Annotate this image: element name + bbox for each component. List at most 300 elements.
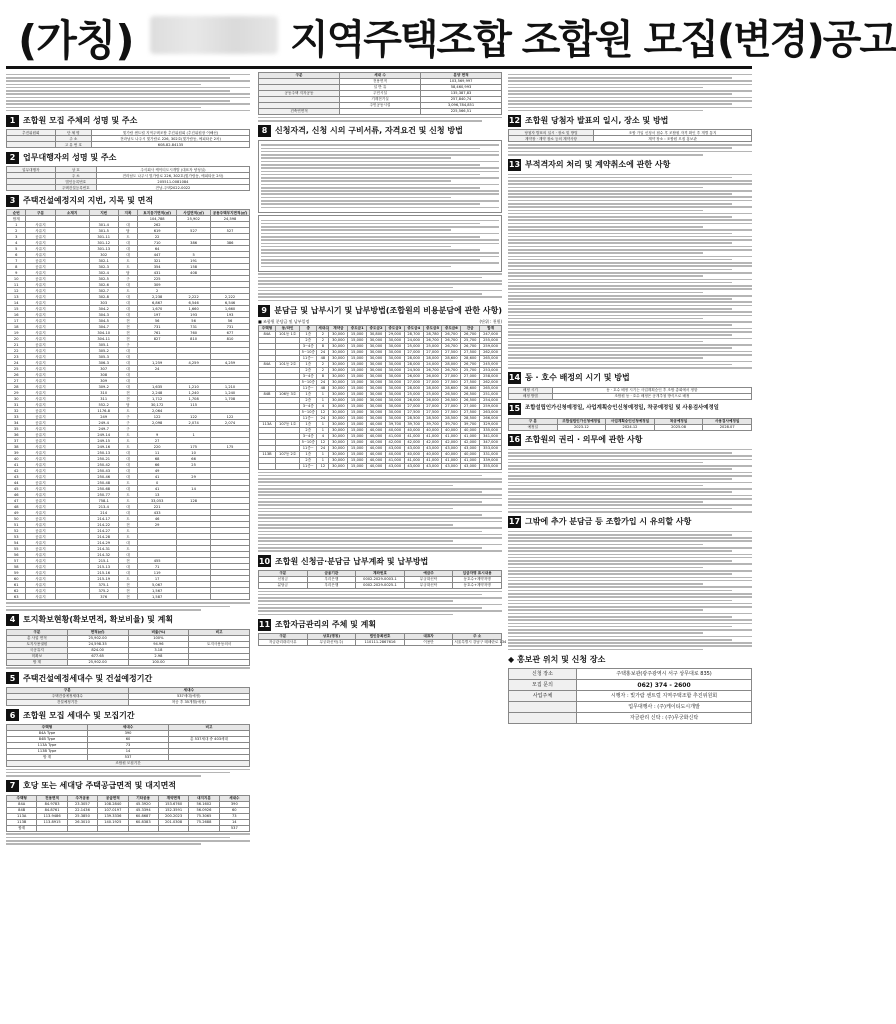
s3-cell: 구 bbox=[118, 276, 137, 282]
s9-cell: 27,000 bbox=[423, 349, 442, 355]
s3-cell: 250-46 bbox=[89, 474, 118, 480]
s1-key: 단 체 명 bbox=[55, 130, 91, 136]
s5-column-header: 세대수 bbox=[128, 687, 250, 693]
s3-cell: 63 bbox=[7, 594, 26, 600]
s3-cell: 66 bbox=[177, 456, 211, 462]
s3-cell: 45 bbox=[7, 486, 26, 492]
s3-cell: 대 bbox=[118, 384, 137, 390]
s18-value: 시행자 : 빛가람 센트럴 지역주택조합 추진위원회 bbox=[577, 691, 752, 702]
s9-cell: 30,000 bbox=[329, 445, 348, 451]
s9-cell: 42,000 bbox=[404, 439, 423, 445]
s3-cell: 사유지 bbox=[26, 390, 55, 396]
s3-cell: 68 bbox=[138, 456, 177, 462]
s3-cell: 4 bbox=[7, 240, 26, 246]
s6-cell: 73 bbox=[88, 742, 169, 748]
s9-cell: 30,000 bbox=[329, 331, 348, 337]
s3-cell: 827 bbox=[138, 336, 177, 342]
s3-cell: 386 bbox=[177, 240, 211, 246]
s3-cell: 250-48 bbox=[89, 480, 118, 486]
s9-cell: 43,000 bbox=[461, 463, 480, 469]
s3-cell: 답 bbox=[118, 402, 137, 408]
s10-column-header: 금융기관 bbox=[307, 570, 356, 576]
s3-cell: 1,635 bbox=[138, 384, 177, 390]
s3-cell: 전 bbox=[118, 588, 137, 594]
s9-column-header: 주택형 bbox=[259, 325, 276, 331]
s3-cell: 66 bbox=[138, 462, 177, 468]
s2-value: 주식회사 케이티도시개발 (대표자 양성실) bbox=[96, 167, 249, 173]
s3-cell: 1,210 bbox=[211, 384, 250, 390]
s9-cell: 26,500 bbox=[442, 397, 461, 403]
s9-cell: 43,000 bbox=[442, 445, 461, 451]
s3-cell: 14 bbox=[7, 300, 26, 306]
section-7-header: 7 호당 또는 세대당 주택공급면적 및 대지면적 bbox=[6, 780, 250, 793]
s3-cell: 304-11 bbox=[89, 336, 118, 342]
s4-cell: 합 계 bbox=[7, 659, 68, 665]
s3-cell: 302-1 bbox=[89, 258, 118, 264]
s3-total-cell: 합계 bbox=[7, 216, 26, 222]
s9-cell: 40,000 bbox=[423, 427, 442, 433]
s3-cell: 193 bbox=[177, 312, 211, 318]
s9-cell: 27,500 bbox=[442, 349, 461, 355]
s9-cell: 24,000 bbox=[423, 361, 442, 367]
section-5-header: 5 주택건설예정세대수 및 건설예정기간 bbox=[6, 672, 250, 685]
s3-cell: 250-68 bbox=[89, 486, 118, 492]
s3-cell: 사유지 bbox=[26, 570, 55, 576]
s9-cell: 43,000 bbox=[385, 445, 404, 451]
s3-cell: 사유지 bbox=[26, 564, 55, 570]
s3-cell: 사유지 bbox=[26, 312, 55, 318]
s10-cell: 무궁화신탁 bbox=[404, 576, 453, 582]
s3-cell: 49 bbox=[7, 510, 26, 516]
s3-cell: 197 bbox=[138, 312, 177, 318]
s3-header-row bbox=[7, 210, 250, 216]
s3-cell: 대 bbox=[118, 378, 137, 384]
s15-column-header: 착공예정일 bbox=[654, 418, 703, 424]
s3-cell: 전 bbox=[118, 594, 137, 600]
s3-cell: 30,172 bbox=[138, 402, 177, 408]
s3-cell: 305-3 bbox=[89, 354, 118, 360]
s9-column-header: 잔금 bbox=[461, 325, 480, 331]
s3-cell: 304-2 bbox=[89, 306, 118, 312]
s3-cell: 214 bbox=[89, 510, 118, 516]
s9-cell: 107동 2호 bbox=[276, 451, 300, 457]
s9-cell: 15,000 bbox=[348, 451, 367, 457]
s9-cell: 5~10층 bbox=[301, 380, 315, 385]
s9-cell: 247,000 bbox=[480, 331, 502, 337]
s9-cell: 41,000 bbox=[385, 457, 404, 463]
s9-unit: (단위 : 천원) bbox=[479, 319, 502, 325]
column-3 bbox=[508, 72, 752, 724]
s9-cell: 30,000 bbox=[385, 415, 404, 421]
s8-cell: 공동주택 지자공동 bbox=[259, 91, 340, 97]
s9-cell: 15,000 bbox=[348, 397, 367, 403]
s9-cell: 335,000 bbox=[480, 427, 502, 433]
s9-cell: 11층~ bbox=[300, 445, 317, 451]
s3-cell: 6,546 bbox=[177, 300, 211, 306]
s9-cell: 40,000 bbox=[367, 439, 386, 445]
s9-cell: 2 bbox=[317, 337, 329, 343]
s10-cell: 우리은행 bbox=[307, 582, 356, 588]
s3-cell: 122 bbox=[211, 414, 250, 420]
s7-cell: 390 bbox=[219, 801, 249, 807]
s1-value: 빛가람 센트럴 지역주택조합 추진위원회 (추진위원장 이해선) bbox=[92, 130, 250, 136]
s3-cell: 대 bbox=[118, 372, 137, 378]
s9-cell: 40,000 bbox=[385, 451, 404, 457]
s9-cell: 28,500 bbox=[423, 415, 442, 421]
s8-column-header: 세대 수 bbox=[340, 73, 421, 79]
s3-cell: 27 bbox=[138, 438, 177, 444]
s3-cell: 225 bbox=[138, 276, 177, 282]
s9-cell: 30,000 bbox=[367, 409, 386, 415]
s3-cell: 사유지 bbox=[26, 222, 55, 228]
s9-cell: 28,500 bbox=[404, 415, 423, 421]
s8-cell: 3,096,784,851 bbox=[421, 103, 502, 109]
s9-cell: 339,000 bbox=[480, 457, 502, 463]
s1-key: 고 유 번 호 bbox=[55, 142, 91, 148]
s7-cell: 84A bbox=[7, 801, 37, 807]
s3-cell: 대 bbox=[118, 294, 137, 300]
s3-notes bbox=[6, 602, 250, 610]
s3-cell: 250-43 bbox=[89, 468, 118, 474]
s3-cell: 사유지 bbox=[26, 282, 55, 288]
s8-documents-box bbox=[258, 215, 502, 272]
s5-column-header: 구분 bbox=[7, 687, 129, 693]
s8-cell: 전용면적 bbox=[340, 79, 421, 85]
s3-cell: 도 bbox=[118, 498, 137, 504]
s9-cell: 355,000 bbox=[480, 463, 502, 469]
s7-cell: 45.3394 bbox=[128, 807, 158, 813]
s3-cell: 29 bbox=[7, 390, 26, 396]
s6-cell: 84B Type bbox=[7, 736, 88, 742]
s3-cell: 사유지 bbox=[26, 324, 55, 330]
s3-cell: 사유지 bbox=[26, 456, 55, 462]
s9-cell: 41,000 bbox=[423, 433, 442, 439]
s9-column-header: 세대수 bbox=[318, 326, 329, 331]
s3-cell: 대 bbox=[118, 300, 137, 306]
s9-cell: 42,000 bbox=[461, 439, 480, 445]
s3-cell: 309-2 bbox=[89, 384, 118, 390]
s18-row bbox=[509, 691, 752, 702]
s3-cell: 사유지 bbox=[26, 582, 55, 588]
s3-cell: 304-7 bbox=[89, 324, 118, 330]
s9-cell: 107동 1호 bbox=[276, 421, 300, 427]
s9-cell: 40,000 bbox=[367, 445, 386, 451]
s3-cell: 1,587 bbox=[138, 594, 177, 600]
s8-row bbox=[259, 91, 502, 97]
s3-cell: 사유지 bbox=[26, 468, 55, 474]
redacted-name bbox=[150, 16, 278, 54]
s9-cell: 26,000 bbox=[404, 373, 423, 379]
s9-cell: 3~4층 bbox=[300, 373, 317, 379]
s18-label bbox=[509, 713, 577, 724]
s3-cell: 56 bbox=[138, 318, 177, 324]
s8-cell: 58,460,993 bbox=[421, 85, 502, 91]
s9-cell: 43,000 bbox=[385, 463, 404, 469]
s3-cell: 302-3 bbox=[89, 264, 118, 270]
s9-cell: 40,000 bbox=[367, 427, 386, 433]
s3-cell: 구 bbox=[118, 420, 137, 426]
section-17-header: 17 그밖에 추가 분담금 등 조합가입 시 유의할 사항 bbox=[508, 517, 692, 527]
s9-cell: 30,000 bbox=[329, 379, 348, 385]
s9-cell: 25,000 bbox=[404, 391, 423, 397]
section-11-header: 11 조합자금관리의 주체 및 계획 bbox=[258, 619, 377, 629]
s3-cell: 구 bbox=[118, 414, 137, 420]
s3-cell: 구 bbox=[118, 342, 137, 348]
s7-column-header: 계약면적 bbox=[158, 795, 188, 801]
s14-row bbox=[509, 393, 752, 399]
s3-cell: 302-4 bbox=[89, 270, 118, 276]
s9-cell: 15,000 bbox=[348, 427, 367, 433]
s3-cell: 2 bbox=[138, 288, 177, 294]
s9-cell: 43,000 bbox=[423, 463, 442, 469]
s10-cell: 동호수+계약자명 bbox=[453, 576, 502, 582]
s9-cell: 30,800 bbox=[367, 331, 386, 337]
s3-cell: 175 bbox=[211, 444, 250, 450]
s9-cell: 27,000 bbox=[404, 403, 423, 409]
s9-cell: 254,000 bbox=[480, 397, 502, 403]
s14-cell: 배정 방법 bbox=[509, 393, 553, 399]
s9-cell: 41,000 bbox=[404, 457, 423, 463]
s15-cell: 2025.08 bbox=[654, 424, 703, 430]
s3-cell: 552-2 bbox=[89, 402, 118, 408]
s3-cell: 41 bbox=[138, 486, 177, 492]
s7-cell: 60.8687 bbox=[128, 813, 158, 819]
s3-cell: 301-12 bbox=[89, 240, 118, 246]
s2-value: 205511-0081084 bbox=[96, 179, 249, 185]
s3-cell: 대 bbox=[118, 564, 137, 570]
s3-cell: 대 bbox=[118, 504, 137, 510]
s9-cell: 27,000 bbox=[461, 373, 480, 379]
s3-cell: 760 bbox=[177, 330, 211, 336]
s2-key: 상 호 bbox=[55, 167, 96, 173]
s7-cell: 22.1436 bbox=[67, 807, 97, 813]
s3-cell: 사유지 bbox=[26, 396, 55, 402]
s3-column-header: 지번 bbox=[89, 210, 118, 216]
s8-top-table bbox=[258, 72, 502, 115]
s9-cell: 25,000 bbox=[404, 343, 423, 349]
s3-cell: 53 bbox=[7, 534, 26, 540]
s9-cell: 353,000 bbox=[480, 445, 502, 451]
s9-cell: 8 bbox=[317, 343, 329, 349]
s3-cell: 433 bbox=[138, 510, 177, 516]
s3-cell: 사유지 bbox=[26, 510, 55, 516]
s3-cell: 1,210 bbox=[177, 384, 211, 390]
s9-cell: 26,500 bbox=[461, 397, 480, 403]
s9-cell: 15,000 bbox=[348, 379, 367, 385]
s16-body bbox=[508, 449, 752, 513]
s9-cell: 11층~ bbox=[300, 415, 317, 421]
s3-cell: 사유지 bbox=[26, 402, 55, 408]
s10-column-header: 예금주 bbox=[404, 570, 453, 576]
s9-cell: 24 bbox=[317, 415, 329, 421]
s3-cell: 17 bbox=[138, 576, 177, 582]
s9-cell: 27,500 bbox=[404, 409, 423, 415]
s3-cell: 답 bbox=[118, 270, 137, 276]
s3-cell: 214-27 bbox=[89, 528, 118, 534]
s8-cell: 135,387,83 bbox=[421, 91, 502, 97]
s3-cell: 사유지 bbox=[26, 336, 55, 342]
s9-cell: 2층 bbox=[300, 457, 317, 463]
s3-cell: 2,098 bbox=[138, 420, 177, 426]
s3-cell: 9 bbox=[7, 270, 26, 276]
s8-cell: 103,569,997 bbox=[421, 79, 502, 85]
s4-cell: 미확보 bbox=[7, 653, 68, 659]
s7-cell: 537 bbox=[219, 825, 249, 831]
s15-column-header: 사용검사예정일 bbox=[703, 418, 752, 424]
s9-cell: 26,000 bbox=[404, 397, 423, 403]
s3-cell: 대 bbox=[118, 240, 137, 246]
s7-column-header: 전용면적 bbox=[37, 795, 67, 801]
s9-cell bbox=[259, 463, 276, 469]
s9-cell: 25,700 bbox=[461, 337, 480, 343]
s4-cell: 24,598.35 bbox=[67, 641, 128, 647]
s3-cell: 전 bbox=[118, 522, 137, 528]
s3-cell: 도 bbox=[118, 264, 137, 270]
s3-cell: 대 bbox=[118, 540, 137, 546]
s3-cell: 2,222 bbox=[211, 294, 250, 300]
s3-cell: 사유지 bbox=[26, 588, 55, 594]
s9-cell: 42,000 bbox=[442, 439, 461, 445]
s1-value: 전라남도 나주시 빛가람로 226, 302호(빛가람동, 에피타운 2차) bbox=[92, 136, 250, 142]
s3-cell: 11 bbox=[7, 282, 26, 288]
s18-value: 062) 374 - 2600 bbox=[577, 680, 752, 691]
s3-cell: 1,660 bbox=[177, 306, 211, 312]
s3-cell: 306-3 bbox=[89, 360, 118, 366]
s8-cell: 주민공동시설 bbox=[340, 103, 421, 109]
s9-cell: 15,000 bbox=[348, 367, 367, 373]
s9-cell: 30,000 bbox=[367, 403, 386, 409]
s7-cell: 56.1602 bbox=[189, 801, 219, 807]
s3-cell: 공유지 bbox=[26, 414, 55, 420]
s3-cell: 사유지 bbox=[26, 306, 55, 312]
s3-cell: 27 bbox=[7, 378, 26, 384]
s18-label: 신청 장소 bbox=[509, 669, 577, 680]
s3-cell: 35 bbox=[7, 426, 26, 432]
s9-cell: 30,000 bbox=[367, 337, 386, 343]
s3-cell: 175 bbox=[177, 444, 211, 450]
s3-cell: 전 bbox=[118, 396, 137, 402]
s3-cell: 1,567 bbox=[138, 588, 177, 594]
s3-cell: 41 bbox=[7, 462, 26, 468]
s9-cell: 30,000 bbox=[385, 403, 404, 409]
s9-cell: 15,000 bbox=[348, 331, 367, 337]
s3-cell: 2,074 bbox=[211, 420, 250, 426]
s3-row bbox=[7, 594, 250, 600]
s3-cell: 41 bbox=[138, 474, 177, 480]
s9-cell: 30,000 bbox=[329, 427, 348, 433]
s3-cell: 44 bbox=[7, 480, 26, 486]
s3-cell: 250-42 bbox=[89, 462, 118, 468]
s9-cell: 30,000 bbox=[367, 349, 386, 355]
s9-cell: 255,000 bbox=[480, 337, 502, 343]
s12-row bbox=[509, 130, 752, 136]
section-14-header: 14 동 · 호수 배정의 시기 및 방법 bbox=[508, 373, 630, 383]
s8-cell: 일 반 유 bbox=[340, 85, 421, 91]
s9-cell: 43,000 bbox=[442, 463, 461, 469]
s9-cell: 12 bbox=[317, 463, 329, 469]
s9-cell: 15,000 bbox=[348, 403, 367, 409]
s7-cell: 73 bbox=[219, 813, 249, 819]
s3-cell: 도 bbox=[118, 546, 137, 552]
s3-column-header: 지목 bbox=[118, 210, 137, 216]
s9-cell: 26,700 bbox=[442, 367, 461, 373]
s4-column-header: 구분 bbox=[7, 629, 68, 635]
s3-cell: 302-8 bbox=[89, 294, 118, 300]
s9-cell: 113A bbox=[259, 421, 276, 427]
s9-cell: 28,500 bbox=[442, 415, 461, 421]
s3-cell: 22 bbox=[7, 348, 26, 354]
s7-cell: 56.0926 bbox=[189, 807, 219, 813]
s3-cell: 55 bbox=[7, 546, 26, 552]
s7-cell: 153.6760 bbox=[158, 801, 188, 807]
s3-cell: 1 bbox=[7, 222, 26, 228]
section-10-header: 10 조합원 신청금·분담금 납부계좌 및 납부방법 bbox=[258, 556, 429, 566]
s3-cell: 답 bbox=[118, 228, 137, 234]
s7-cell: 108.2840 bbox=[98, 801, 128, 807]
s9-cell: 26,700 bbox=[442, 337, 461, 343]
s9-cell: 39,700 bbox=[404, 421, 423, 427]
s3-cell: 전 bbox=[118, 318, 137, 324]
s7-cell bbox=[37, 825, 67, 831]
s18-label: 사업주체 bbox=[509, 691, 577, 702]
s9-cell: 28,000 bbox=[404, 385, 423, 391]
s9-table bbox=[258, 325, 502, 470]
s9-cell: 40,000 bbox=[442, 427, 461, 433]
s9-cell: 43,000 bbox=[461, 445, 480, 451]
s3-cell: 36 bbox=[7, 432, 26, 438]
s3-cell: 215-19 bbox=[89, 576, 118, 582]
s9-cell: 41,000 bbox=[423, 457, 442, 463]
s9-cell: 84B bbox=[259, 391, 276, 397]
s3-cell bbox=[177, 594, 211, 600]
s3-column-header: 사업면적(㎡) bbox=[177, 210, 211, 216]
s3-cell: 20 bbox=[7, 336, 26, 342]
s2-row bbox=[7, 185, 250, 191]
s9-cell: 24 bbox=[317, 445, 329, 451]
s3-cell: 사유지 bbox=[26, 366, 55, 372]
s3-cell: 사유지 bbox=[26, 450, 55, 456]
s9-cell: 15,000 bbox=[348, 415, 367, 421]
s9-cell: 41,000 bbox=[442, 457, 461, 463]
s3-cell: 사유지 bbox=[26, 444, 55, 450]
s2-group-label: 업무대행자 bbox=[7, 167, 56, 173]
s8-cell: 257,840,74 bbox=[421, 97, 502, 103]
s9-cell: 30,000 bbox=[367, 367, 386, 373]
s3-cell: 249-14 bbox=[89, 432, 118, 438]
s7-cell bbox=[158, 825, 188, 831]
s3-cell: 58 bbox=[7, 564, 26, 570]
s9-cell: 30,000 bbox=[329, 391, 348, 397]
s6-cell: 14 bbox=[88, 748, 169, 754]
s9-cell: 27,000 bbox=[423, 403, 442, 409]
s6-period-row bbox=[7, 760, 250, 766]
s9-cell: 28,000 bbox=[423, 355, 442, 361]
s10-cell: 신청금 bbox=[259, 576, 308, 582]
s3-cell: 1,240 bbox=[177, 390, 211, 396]
s12-cell: 계약 장소 : 조합원 모집 홍보관 bbox=[594, 136, 752, 142]
s12-cell: 계약장 · 계약 장소 등의 계약사항 bbox=[509, 136, 594, 142]
s9-cell: 4 bbox=[317, 433, 329, 439]
s3-cell: 115 bbox=[177, 402, 211, 408]
s3-cell: 도 bbox=[118, 438, 137, 444]
s9-cell: 1층 bbox=[300, 361, 317, 367]
s3-column-header: 순번 bbox=[7, 210, 26, 216]
s3-cell: 214-28 bbox=[89, 534, 118, 540]
s15-column-header: 구 분 bbox=[509, 418, 558, 424]
s3-cell: 도 bbox=[118, 432, 137, 438]
s7-cell: 84.9783 bbox=[37, 801, 67, 807]
s3-cell: 1 bbox=[177, 432, 211, 438]
